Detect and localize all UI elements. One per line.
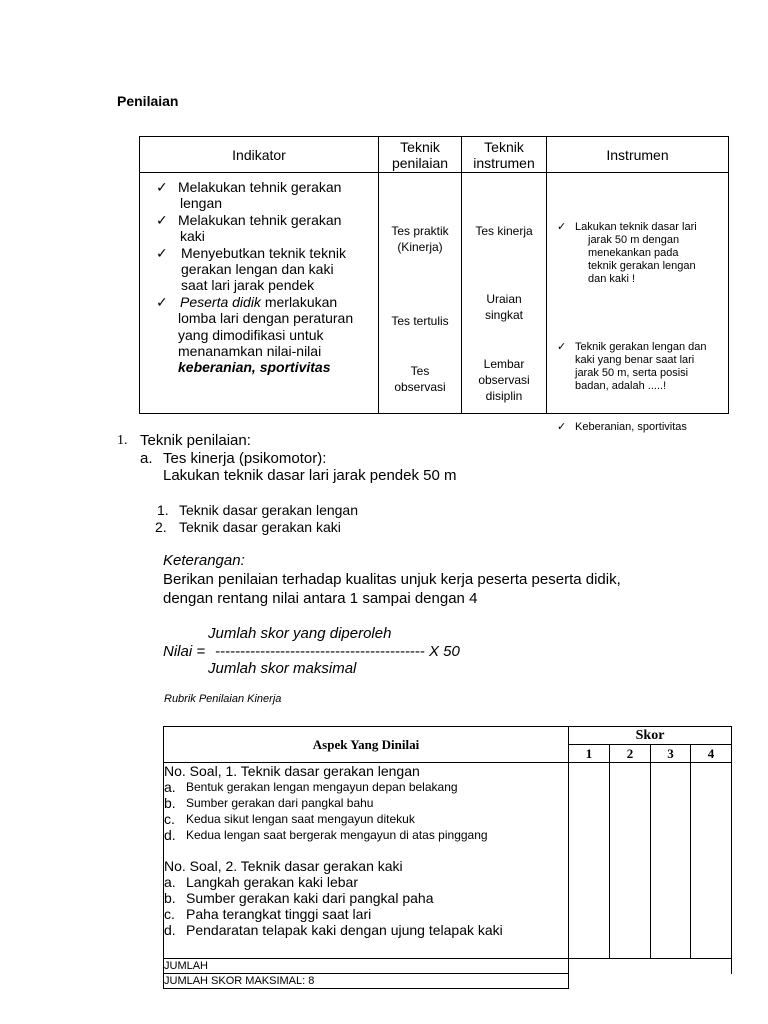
- instrumen-cell: [547, 173, 729, 433]
- formula-numerator: Jumlah skor yang diperoleh: [208, 625, 392, 642]
- formula-denominator: Jumlah skor maksimal: [208, 660, 357, 677]
- criteria-item: d. Pendaratan telapak kaki dengan ujung telapak kaki: [164, 922, 503, 938]
- aspek-header: Aspek Yang Dinilai: [164, 727, 569, 763]
- checkmark-icon: ✓: [557, 421, 567, 433]
- indikator-item: ✓ Melakukan tehnik gerakan lengan: [156, 179, 342, 212]
- section-label: Teknik penilaian:: [140, 432, 251, 449]
- formula-label: Nilai =: [163, 643, 206, 660]
- rubric-table: [163, 726, 732, 989]
- criteria-item: c. Kedua sikut lengan saat mengayun ditekuk: [164, 811, 415, 827]
- skor-col: 4: [691, 745, 732, 763]
- header-teknik-penilaian: Teknik penilaian: [379, 137, 462, 173]
- teknik-penilaian-cell: [379, 173, 462, 414]
- header-indikator: Indikator: [140, 137, 379, 173]
- task-item: Teknik dasar gerakan lengan: [179, 502, 359, 518]
- skor-header: Skor: [569, 727, 732, 745]
- skor-cell: [651, 763, 691, 959]
- skor-cell: [691, 763, 732, 959]
- subsection-label: Tes kinerja (psikomotor):: [163, 450, 327, 467]
- skor-col: 1: [569, 745, 610, 763]
- checkmark-icon: ✓: [156, 244, 168, 261]
- task-item-number: 2.: [155, 519, 167, 535]
- page-title: Penilaian: [117, 93, 179, 109]
- jumlah-value: [569, 959, 732, 974]
- assessment-table: [139, 136, 729, 433]
- indikator-item: ✓ Melakukan tehnik gerakan kaki: [156, 211, 342, 245]
- rubrik-title: Rubrik Penilaian Kinerja: [164, 693, 282, 705]
- soal-criteria: [164, 779, 568, 843]
- skor-cell: [610, 763, 651, 959]
- criteria-item: a. Langkah gerakan kaki lebar: [164, 874, 359, 890]
- criteria-item: b. Sumber gerakan dari pangkal bahu: [164, 795, 374, 811]
- jumlah-row: [164, 959, 732, 974]
- checkmark-icon: ✓: [557, 341, 567, 353]
- skor-col: 2: [610, 745, 651, 763]
- teknik-penilaian-item: Tes praktik (Kinerja): [391, 224, 449, 254]
- instrumen-item: ✓ Keberanian, sportivitas: [557, 421, 687, 433]
- header-teknik-instrumen: Teknik instrumen: [462, 137, 547, 173]
- skor-col: 3: [651, 745, 691, 763]
- rubric-body-row: [164, 763, 732, 959]
- subsection-letter: a.: [140, 450, 153, 467]
- indikator-cell: [140, 173, 379, 414]
- criteria-item: d. Kedua lengan saat bergerak mengayun di atas pinggang: [164, 827, 488, 843]
- section-number: 1.: [117, 433, 128, 448]
- jumlah-label: JUMLAH: [164, 959, 569, 974]
- criteria-item: c. Paha terangkat tinggi saat lari: [164, 906, 372, 922]
- skor-cell: [569, 763, 610, 959]
- keterangan-text: Berikan penilaian terhadap kualitas unjuk kerja peserta peserta didik,: [163, 571, 621, 588]
- instrumen-item: ✓ Teknik gerakan lengan dan kaki yang benar saat lari jarak 50 m, serta posisi badan, adalah .....!: [557, 341, 707, 392]
- header-instrumen: Instrumen: [547, 137, 729, 173]
- teknik-penilaian-item: Tes tertulis: [391, 314, 449, 328]
- checkmark-icon: ✓: [156, 293, 168, 310]
- assessment-table-header: [140, 137, 729, 173]
- teknik-instrumen-cell: [462, 173, 547, 414]
- teknik-instrumen-item: Lembar observasi disiplin: [478, 357, 530, 403]
- keterangan-text: dengan rentang nilai antara 1 sampai dengan 4: [163, 590, 478, 607]
- aspek-cell: [164, 763, 569, 959]
- assessment-table-row: [140, 173, 729, 414]
- task-item: Teknik dasar gerakan kaki: [179, 519, 341, 535]
- teknik-instrumen-item: Uraian singkat: [484, 292, 524, 322]
- soal-criteria: [164, 874, 568, 938]
- jumlah-maks-row: [164, 974, 732, 989]
- criteria-item: b. Sumber gerakan kaki dari pangkal paha: [164, 890, 434, 906]
- soal-title: No. Soal, 1. Teknik dasar gerakan lengan: [164, 763, 420, 779]
- soal-title: No. Soal, 2. Teknik dasar gerakan kaki: [164, 858, 403, 874]
- criteria-item: a. Bentuk gerakan lengan mengayun depan belakang: [164, 779, 458, 795]
- checkmark-icon: ✓: [156, 211, 168, 228]
- indikator-item: ✓ Peserta didik merlakukan lomba lari dengan peraturan yang dimodifikasi untuk menanamkan nilai-nilai keberanian, sportivitas: [156, 293, 354, 376]
- keterangan-label: Keterangan:: [163, 552, 245, 569]
- instrumen-item: ✓ Lakukan teknik dasar lari jarak 50 m dengan menekankan pada teknik gerakan lengan dan kaki !: [557, 221, 697, 285]
- teknik-instrumen-item: Tes kinerja: [475, 224, 533, 238]
- jumlah-maks-label: JUMLAH SKOR MAKSIMAL: 8: [164, 974, 569, 989]
- task-item-number: 1.: [157, 502, 169, 518]
- formula-bar: ------------------------------------------ X 50: [215, 643, 460, 660]
- indikator-item: ✓ Menyebutkan teknik teknik gerakan lengan dan kaki saat lari jarak pendek: [156, 244, 346, 294]
- task-instruction: Lakukan teknik dasar lari jarak pendek 50 m: [163, 467, 457, 484]
- checkmark-icon: ✓: [156, 179, 168, 195]
- rubric-header-row: [164, 727, 732, 745]
- checkmark-icon: ✓: [557, 221, 567, 233]
- teknik-penilaian-item: Tes observasi: [394, 364, 446, 394]
